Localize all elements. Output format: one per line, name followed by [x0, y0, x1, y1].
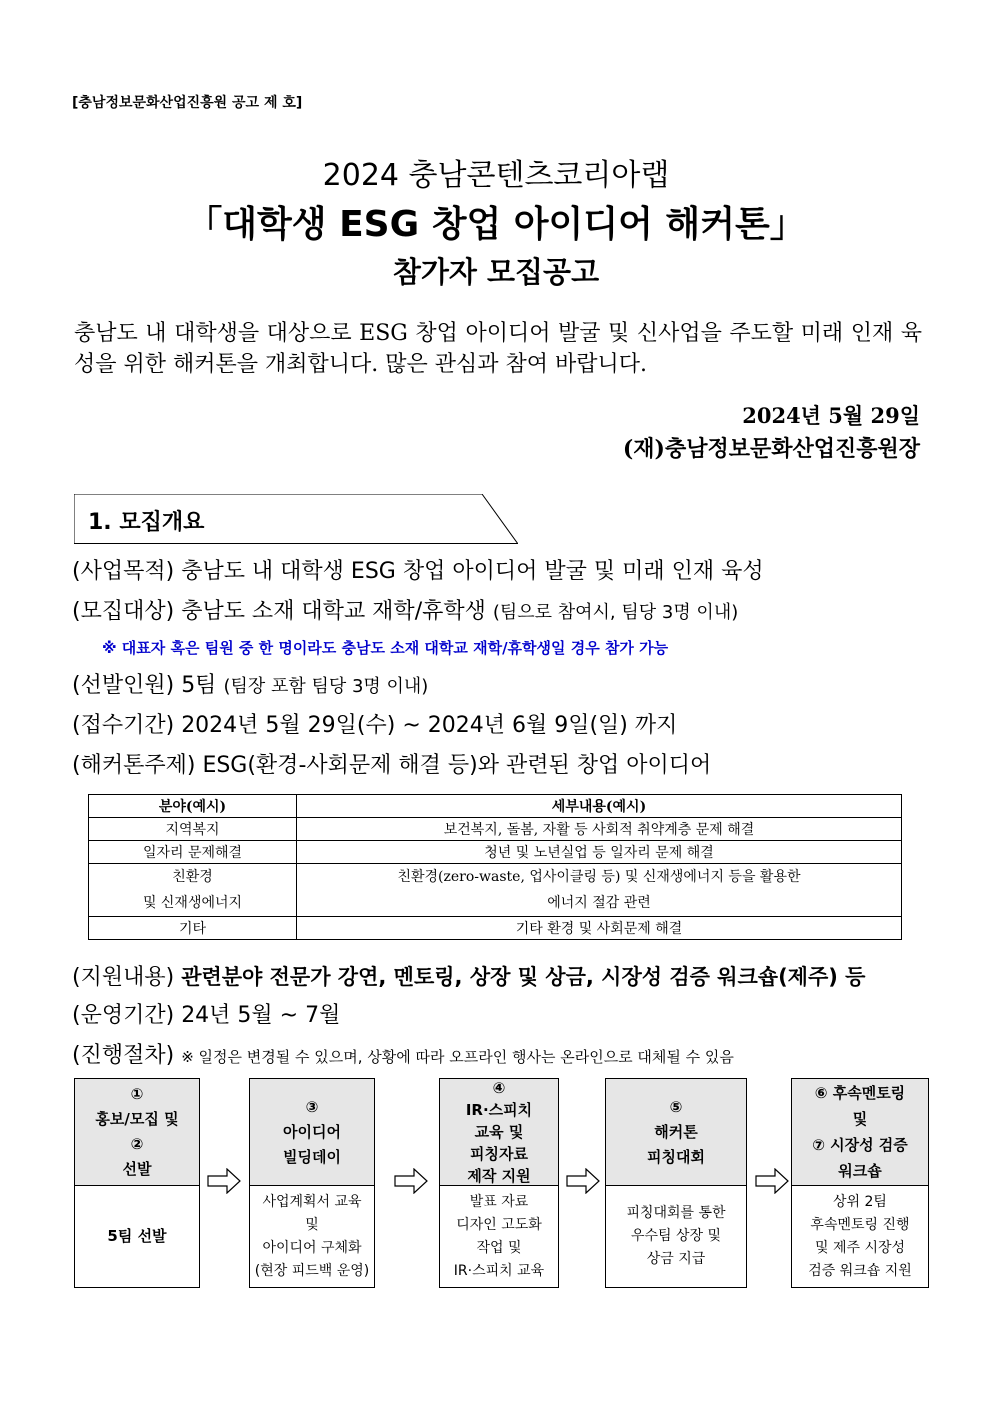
section-title: 1. 모집개요 [88, 510, 205, 535]
procedure-note: ※ 일정은 변경될 수 있으며, 상황에 따라 오프라인 행사는 온라인으로 대체될 수 있음 [181, 1048, 734, 1066]
title-line2: 「대학생 ESG 창업 아이디어 해커톤」 [186, 204, 806, 245]
stage-head: ④ IR·스피치 교육 및 피칭자료 제작 지원 [439, 1078, 559, 1186]
target-label: (모집대상) [72, 599, 175, 624]
table-header-row [89, 795, 902, 818]
support-label: (지원내용) [72, 965, 175, 990]
table-row [89, 841, 902, 864]
stage-body: 5팀 선발 [74, 1186, 200, 1288]
selection-line [72, 668, 428, 699]
stage-4 [605, 1078, 747, 1288]
table-cell: 일자리 문제해결 [89, 841, 297, 864]
purpose-text: 충남도 내 대학생 ESG 창업 아이디어 발굴 및 미래 인재 육성 [181, 559, 764, 584]
stage-head: ① 홍보/모집 및 ② 선발 [74, 1078, 200, 1186]
stage-head: ⑥ 후속멘토링 및 ⑦ 시장성 검증 워크숍 [791, 1078, 929, 1186]
arrow-right-icon [394, 1168, 428, 1194]
table-header: 세부내용(예시) [297, 795, 902, 818]
table-cell: 기타 환경 및 사회문제 해결 [297, 917, 902, 940]
stage-5 [791, 1078, 929, 1288]
target-text: 충남도 소재 대학교 재학/휴학생 [181, 599, 486, 624]
period-line [72, 708, 677, 739]
arrow-right-icon [566, 1168, 600, 1194]
stage-body: 상위 2팀 후속멘토링 진행 및 제주 시장성 검증 워크숍 지원 [791, 1186, 929, 1288]
stage-3 [439, 1078, 559, 1288]
operation-text: 24년 5월 ~ 7월 [181, 1003, 341, 1028]
support-line [72, 960, 865, 991]
table-cell: 청년 및 노년실업 등 일자리 문제 해결 [297, 841, 902, 864]
purpose-label: (사업목적) [72, 559, 175, 584]
theme-label: (해커톤주제) [72, 753, 196, 778]
procedure-line [72, 1038, 734, 1069]
notice-header: [충남정보문화산업진흥원 공고 제 호] [72, 95, 303, 111]
selection-text: 5팀 [181, 673, 217, 698]
issuing-organization: (재)충남정보문화산업진흥원장 [622, 436, 920, 462]
theme-line [72, 748, 711, 779]
selection-label: (선발인원) [72, 673, 175, 698]
stage-body: 사업계획서 교육 및 아이디어 구체화 (현장 피드백 운영) [249, 1186, 375, 1288]
title-line1: 2024 충남콘텐츠코리아랩 [322, 158, 670, 193]
table-header: 분야(예시) [89, 795, 297, 818]
operation-label: (운영기간) [72, 1003, 175, 1028]
operation-line [72, 998, 340, 1029]
field-examples-table [88, 794, 902, 940]
procedure-label: (진행절차) [72, 1043, 175, 1068]
selection-sub: (팀장 포함 팀당 3명 이내) [223, 676, 429, 697]
table-row [89, 818, 902, 841]
arrow-right-icon [207, 1168, 241, 1194]
stage-2 [249, 1078, 375, 1288]
table-cell: 친환경 및 신재생에너지 [89, 864, 297, 917]
eligibility-note: ※ 대표자 혹은 팀원 중 한 명이라도 충남도 소재 대학교 재학/휴학생일 경우 참가 가능 [102, 639, 669, 657]
intro-paragraph: 충남도 내 대학생을 대상으로 ESG 창업 아이디어 발굴 및 신사업을 주도할 미래 인재 육성을 위한 해커톤을 개최합니다. 많은 관심과 참여 바랍니다. [74, 321, 922, 377]
stage-head: ③ 아이디어 빌딩데이 [249, 1078, 375, 1186]
period-text: 2024년 5월 29일(수) ~ 2024년 6월 9일(일) 까지 [181, 713, 678, 738]
support-text: 관련분야 전문가 강연, 멘토링, 상장 및 상금, 시장성 검증 워크숍(제주) 등 [181, 965, 866, 989]
purpose-line [72, 554, 764, 585]
stage-head: ⑤ 해커톤 피칭대회 [605, 1078, 747, 1186]
title-line3: 참가자 모집공고 [392, 255, 600, 289]
stage-body: 피칭대회를 통한 우수팀 상장 및 상금 지급 [605, 1186, 747, 1288]
table-row [89, 917, 902, 940]
target-sub: (팀으로 참여시, 팀당 3명 이내) [492, 602, 739, 623]
stage-1 [74, 1078, 200, 1288]
arrow-right-icon [755, 1168, 789, 1194]
stage-body: 발표 자료 디자인 고도화 작업 및 IR·스피치 교육 [439, 1186, 559, 1288]
theme-text: ESG(환경-사회문제 해결 등)와 관련된 창업 아이디어 [202, 753, 712, 778]
table-cell: 기타 [89, 917, 297, 940]
table-row [89, 864, 902, 917]
table-cell: 지역복지 [89, 818, 297, 841]
announcement-date: 2024년 5월 29일 [742, 403, 920, 428]
table-cell: 보건복지, 돌봄, 자활 등 사회적 취약계층 문제 해결 [297, 818, 902, 841]
table-cell: 친환경(zero-waste, 업사이클링 등) 및 신재생에너지 등을 활용한 에너지 절감 관련 [297, 864, 902, 917]
target-line [72, 594, 738, 625]
period-label: (접수기간) [72, 713, 175, 738]
